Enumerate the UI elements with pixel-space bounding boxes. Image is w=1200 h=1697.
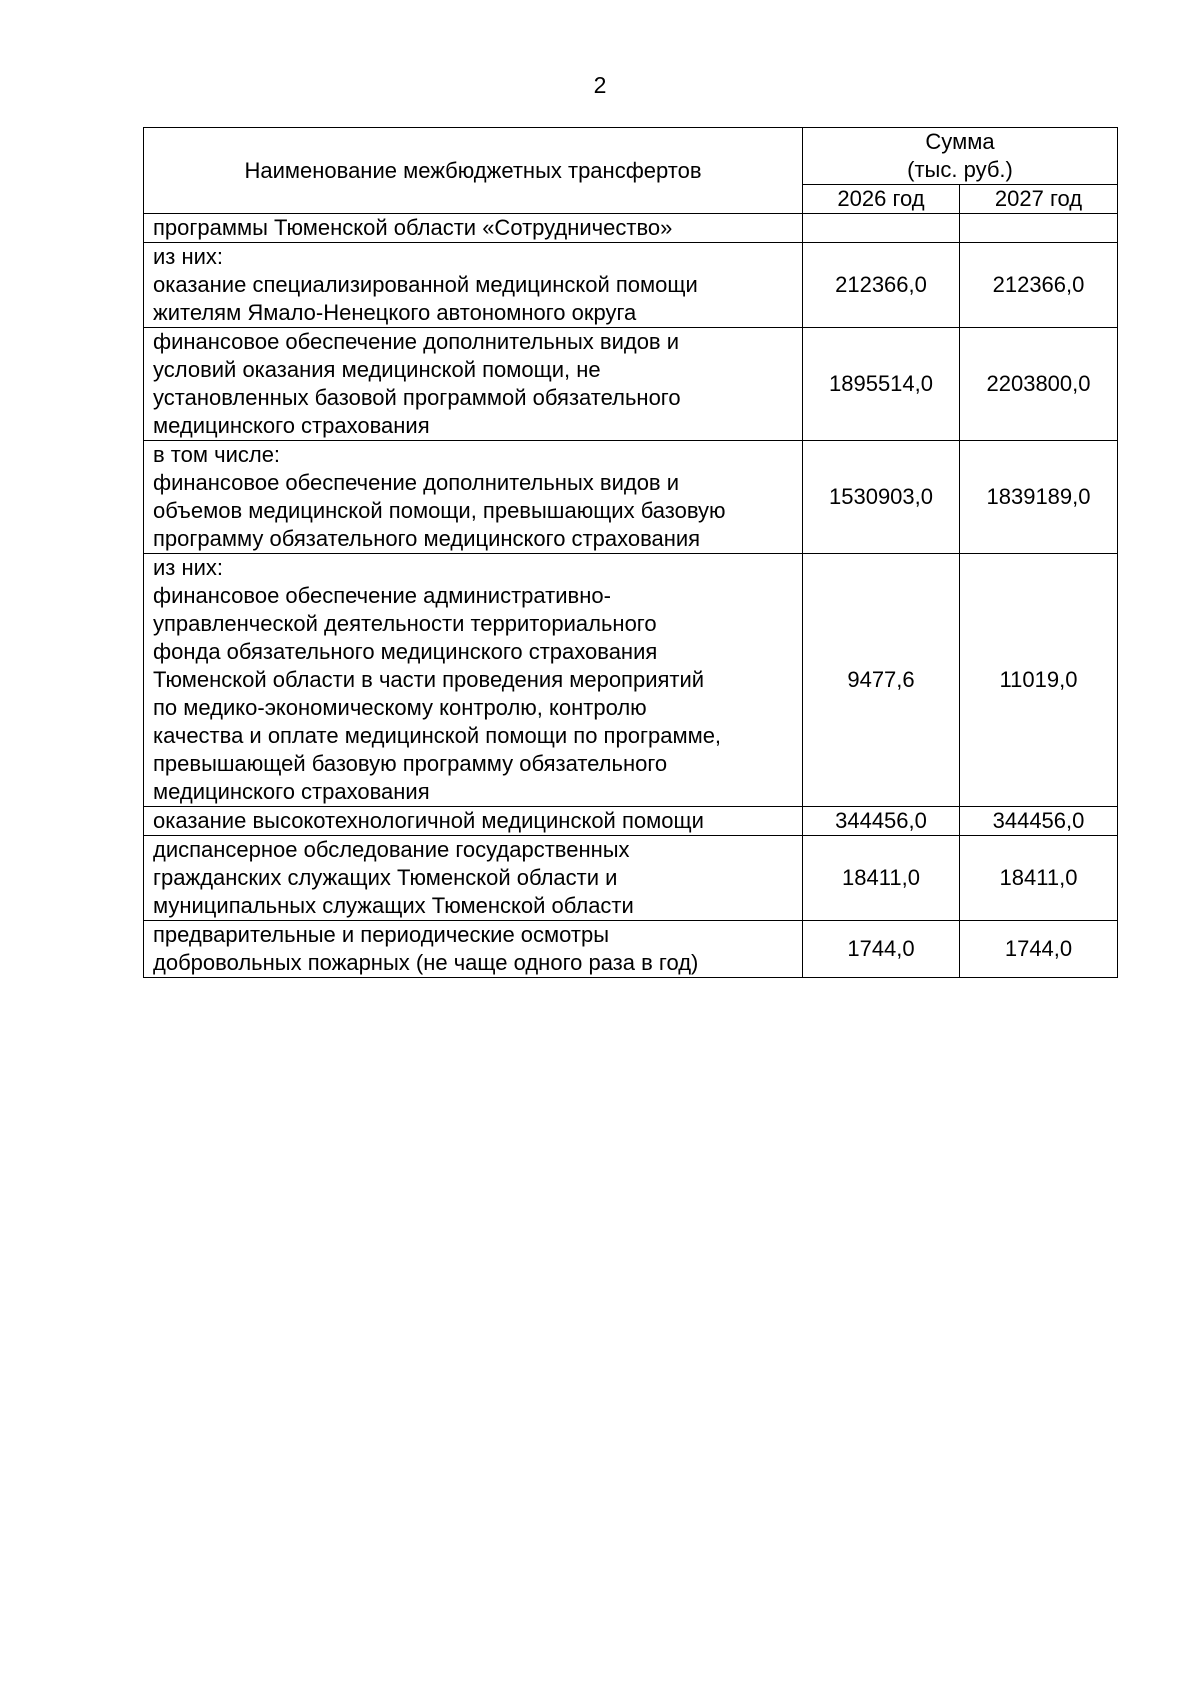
- row-value-2026: 18411,0: [803, 836, 960, 921]
- table-row: [144, 554, 1118, 807]
- table-row: [144, 807, 1118, 836]
- header-name-column: Наименование межбюджетных трансфертов: [144, 128, 803, 214]
- row-name-line: предварительные и периодические осмотры: [153, 922, 610, 947]
- row-name-line: добровольных пожарных (не чаще одного раза в год): [153, 950, 699, 975]
- table-row: [144, 328, 1118, 441]
- table-row: [144, 921, 1118, 978]
- row-value-2026: 212366,0: [803, 243, 960, 328]
- row-name-cell: [144, 807, 803, 836]
- row-name-line: оказание высокотехнологичной медицинской помощи: [153, 808, 704, 833]
- row-name-line: гражданских служащих Тюменской области и: [153, 865, 618, 890]
- row-value-2026: 1895514,0: [803, 328, 960, 441]
- row-name-cell: [144, 554, 803, 807]
- table-row: [144, 441, 1118, 554]
- row-name-line: управленческой деятельности территориального: [153, 611, 657, 636]
- row-name-line: качества и оплате медицинской помощи по программе,: [153, 723, 722, 748]
- table-row: [144, 836, 1118, 921]
- row-value-2027: 2203800,0: [960, 328, 1118, 441]
- row-value-2026: 1530903,0: [803, 441, 960, 554]
- row-name-line: финансовое обеспечение дополнительных видов и: [153, 329, 680, 354]
- row-value-2027: 1744,0: [960, 921, 1118, 978]
- transfers-table: [143, 127, 1118, 978]
- row-name-line: оказание специализированной медицинской помощи: [153, 272, 698, 297]
- row-value-2026: [803, 214, 960, 243]
- row-name-line: муниципальных служащих Тюменской области: [153, 893, 634, 918]
- row-name-line: в том числе:: [153, 442, 281, 467]
- row-value-2026: 9477,6: [803, 554, 960, 807]
- row-name-cell: [144, 921, 803, 978]
- row-name-line: фонда обязательного медицинского страхования: [153, 639, 658, 664]
- header-year-2026: 2026 год: [803, 185, 960, 214]
- row-name-line: превышающей базовую программу обязательного: [153, 751, 668, 776]
- row-name-line: Тюменской области в части проведения мероприятий: [153, 667, 705, 692]
- row-name-line: из них:: [153, 555, 224, 580]
- row-name-line: программы Тюменской области «Сотрудничество»: [153, 215, 673, 240]
- table-row: [144, 243, 1118, 328]
- row-name-cell: [144, 441, 803, 554]
- table-body: [144, 214, 1118, 978]
- row-name-line: финансовое обеспечение дополнительных видов и: [153, 470, 680, 495]
- row-name-line: объемов медицинской помощи, превышающих базовую: [153, 498, 726, 523]
- row-name-line: жителям Ямало-Ненецкого автономного округа: [153, 300, 637, 325]
- row-name-line: программу обязательного медицинского страхования: [153, 526, 701, 551]
- row-name-line: по медико-экономическому контролю, контролю: [153, 695, 647, 720]
- header-sum-title: Сумма: [925, 129, 995, 154]
- row-name-cell: [144, 214, 803, 243]
- row-value-2026: 344456,0: [803, 807, 960, 836]
- row-value-2027: 212366,0: [960, 243, 1118, 328]
- header-year-2027: 2027 год: [960, 185, 1118, 214]
- page-number: 2: [593, 72, 607, 98]
- row-name-cell: [144, 836, 803, 921]
- header-sum-unit: (тыс. руб.): [907, 157, 1013, 182]
- row-name-line: финансовое обеспечение административно-: [153, 583, 611, 608]
- row-name-line: диспансерное обследование государственных: [153, 837, 630, 862]
- row-value-2027: 344456,0: [960, 807, 1118, 836]
- row-value-2027: 18411,0: [960, 836, 1118, 921]
- row-name-line: медицинского страхования: [153, 413, 430, 438]
- row-name-line: условий оказания медицинской помощи, не: [153, 357, 601, 382]
- row-value-2027: 1839189,0: [960, 441, 1118, 554]
- row-name-line: из них:: [153, 244, 224, 269]
- row-value-2027: 11019,0: [960, 554, 1118, 807]
- row-value-2026: 1744,0: [803, 921, 960, 978]
- row-name-line: медицинского страхования: [153, 779, 430, 804]
- row-name-line: установленных базовой программой обязательного: [153, 385, 681, 410]
- header-sum: [803, 128, 1118, 185]
- table-row: [144, 214, 1118, 243]
- row-value-2027: [960, 214, 1118, 243]
- table-header-row: [144, 128, 1118, 185]
- row-name-cell: [144, 243, 803, 328]
- row-name-cell: [144, 328, 803, 441]
